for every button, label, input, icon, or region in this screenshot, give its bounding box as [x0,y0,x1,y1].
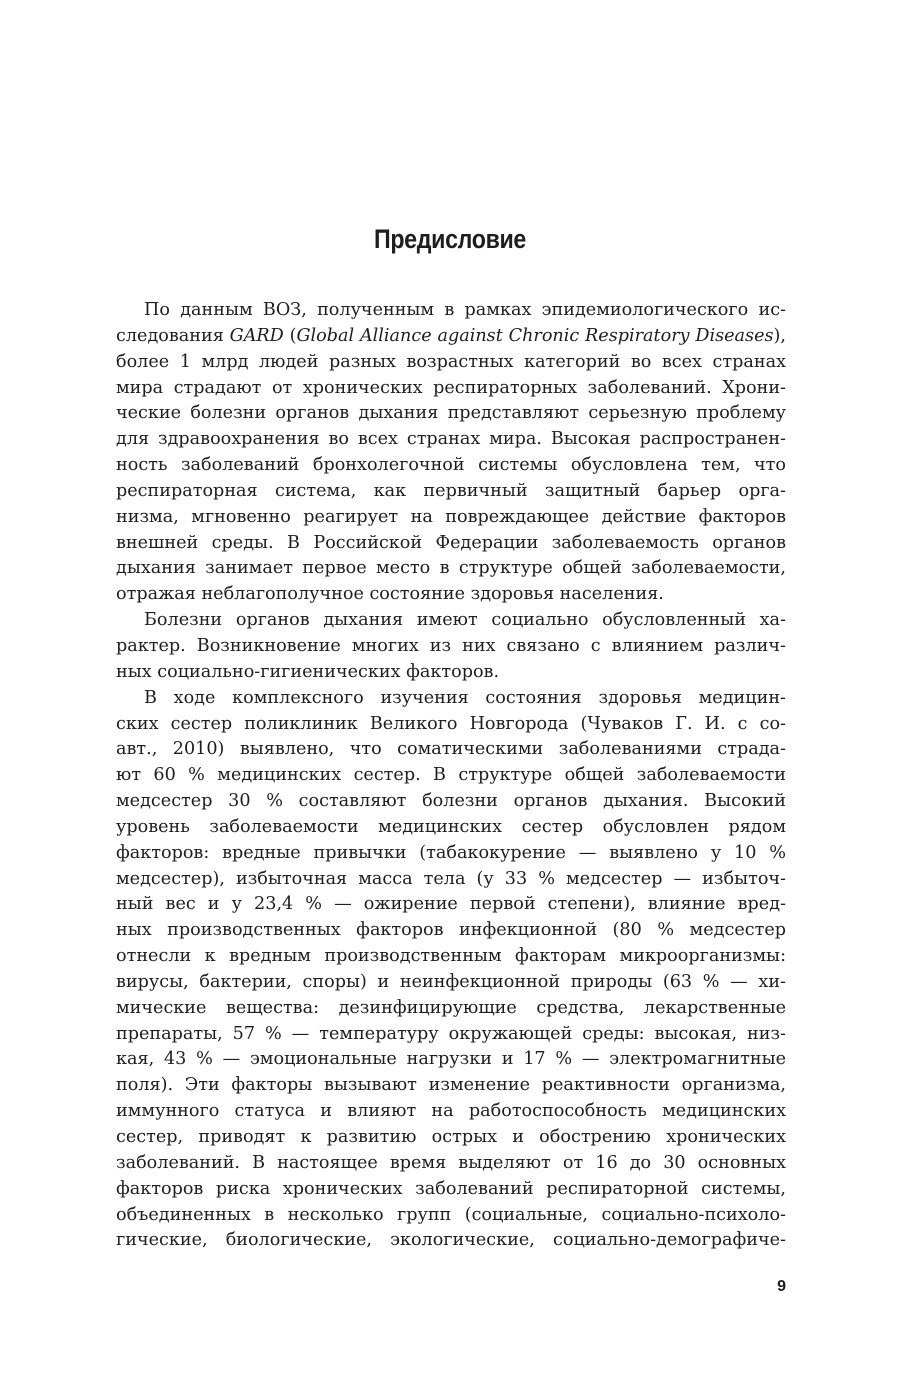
text-line: По данным ВОЗ, полученным в рамках эпидемиологического ис- [144,300,786,320]
page-title: Предисловие [373,224,527,254]
text-line: внешней среды. В Российской Федерации заболеваемость органов [116,532,786,553]
text-line: респираторная система, как первичный защитный барьер орга- [116,480,786,501]
text-line: мира страдают от хронических респираторных заболеваний. Хрони- [116,377,786,398]
text-line: Болезни органов дыхания имеют социально обусловленный ха- [144,610,786,631]
text-fragment: следования [116,325,230,346]
text-line: гические, биологические, экологические, социально-демографиче- [116,1230,786,1251]
page-number: 9 [777,1278,786,1295]
text-line: ных производственных факторов инфекционной (80 % медсестер [116,920,786,941]
text-line: медсестер), избыточная масса тела (у 33 % медсестер — избыточ- [116,868,786,889]
text-line: факторов: вредные привычки (табакокурение — выявлено у 10 % [116,842,786,863]
text-line: уровень заболеваемости медицинских сестер обусловлен рядом [116,816,786,837]
text-line [116,324,786,350]
text-line: ных социально-гигиенических факторов. [116,661,500,682]
text-line: ют 60 % медицинских сестер. В структуре общей заболеваемости [116,765,786,786]
text-line: препараты, 57 % — температуру окружающей среды: высокая, низ- [116,1023,786,1044]
text-line: мические вещества: дезинфицирующие средства, лекарственные [116,997,786,1018]
text-line: медсестер 30 % составляют болезни органов дыхания. Высокий [116,791,786,812]
text-line: дыхания занимает первое место в структуре общей заболеваемости, [116,558,786,579]
paragraph-3 [116,686,786,1255]
text-line: ческие болезни органов дыхания представляют серьезную проблему [116,403,786,424]
gard-full-name: Global Alliance against Chronic Respiratory Diseases [296,325,774,346]
text-line: ный вес и у 23,4 % — ожирение первой степени), влияние вред- [116,894,786,915]
text-line: заболеваний. В настоящее время выделяют от 16 до 30 основных [116,1152,786,1173]
text-fragment: ), [773,325,786,346]
text-line: авт., 2010) выявлено, что соматическими заболеваниями страда- [116,739,786,760]
text-line: отнесли к вредным производственным факторам микроорганизмы: [116,946,786,967]
text-line: В ходе комплексного изучения состояния здоровья медицин- [144,687,786,708]
paragraph-1 [116,298,786,608]
text-line: более 1 млрд людей разных возрастных категорий во всех странах [116,351,786,372]
text-line: рактер. Возникновение многих из них связано с влиянием различ- [116,635,786,656]
text-line: иммунного статуса и влияют на работоспособность медицинских [116,1101,786,1122]
text-line: поля). Эти факторы вызывают изменение реактивности организма, [116,1075,786,1096]
gard-abbreviation: GARD [229,325,284,346]
text-line: сестер, приводят к развитию острых и обострению хронических [116,1127,786,1147]
text-line: факторов риска хронических заболеваний респираторной системы, [116,1178,786,1199]
body-text [116,298,786,1254]
text-line: низма, мгновенно реагирует на повреждающее действие факторов [116,506,786,527]
text-line: отражая неблагополучное состояние здоровья населения. [116,584,664,605]
text-line: кая, 43 % — эмоциональные нагрузки и 17 % — электромагнитные [116,1049,786,1070]
text-line: для здравоохранения во всех странах мира. Высокая распространен- [116,429,786,450]
text-line: ских сестер поликлиник Великого Новгорода (Чуваков Г. И. с со- [116,713,786,734]
text-line: вирусы, бактерии, споры) и неинфекционной природы (63 % — хи- [116,971,786,992]
text-fragment: ( [283,325,297,346]
text-line: объединенных в несколько групп (социальные, социально-психоло- [116,1204,786,1225]
paragraph-2 [116,608,786,686]
text-line: ность заболеваний бронхолегочной системы обусловлена тем, что [116,455,786,476]
